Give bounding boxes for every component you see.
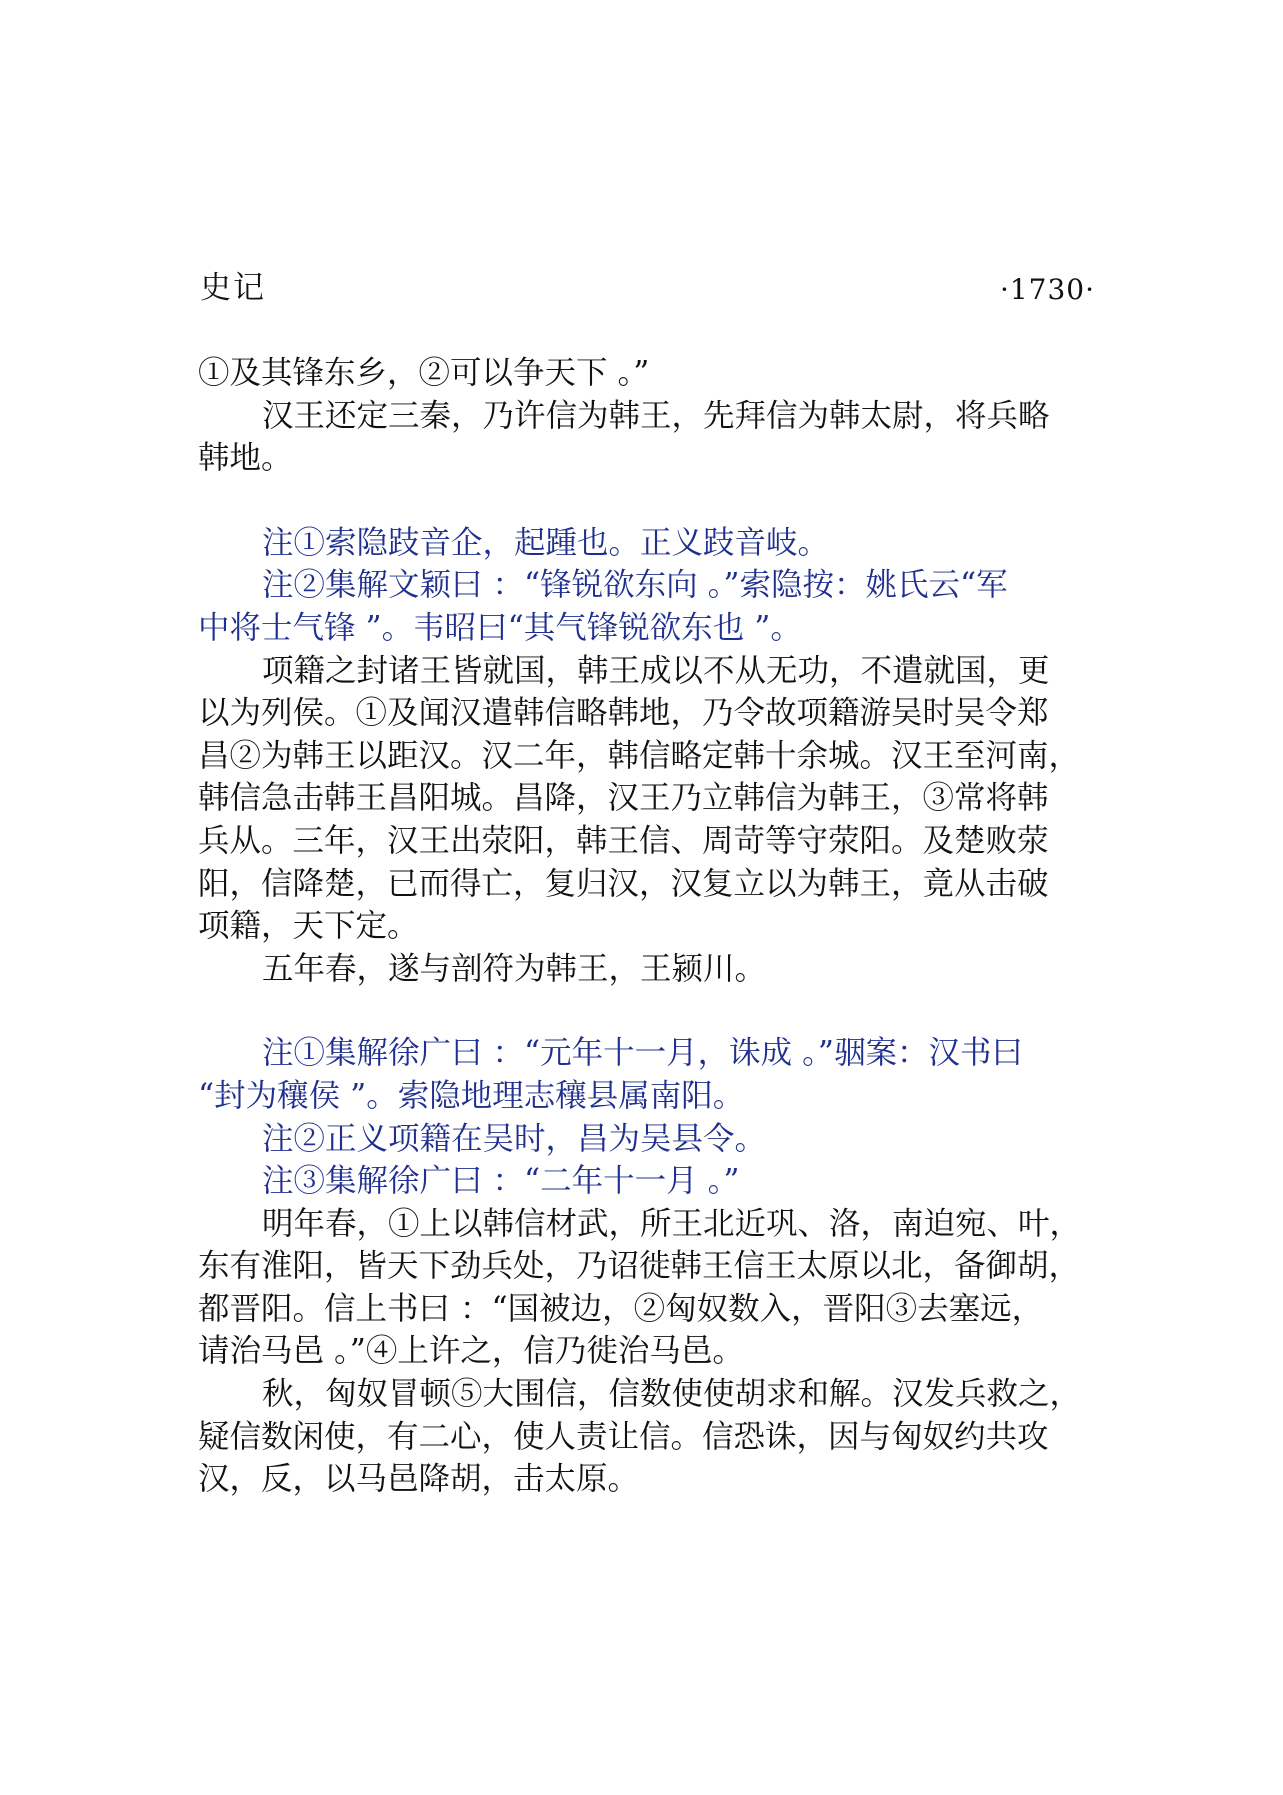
text-line: 韩地。 xyxy=(198,440,293,477)
text-line: 昌②为韩王以距汉。汉二年，韩信略定韩十余城。汉王至河南， xyxy=(198,737,1081,774)
annotation-line: 注③集解徐广曰 ：“二年十一月 。” xyxy=(262,1163,740,1200)
text-body xyxy=(198,352,1098,1501)
annotation-line: 注①索隐跂音企，起踵也。正义跂音岐。 xyxy=(262,524,830,561)
text-line: 明年春，①上以韩信材武，所王北近巩、洛，南迫宛、叶， xyxy=(262,1205,1082,1242)
text-line: 兵从。三年，汉王出荥阳，韩王信、周苛等守荥阳。及楚败荥 xyxy=(198,822,1049,859)
annotation-line: 中将士气锋 ”。韦昭曰“其气锋锐欲东也 ”。 xyxy=(198,609,802,646)
paragraph-gap xyxy=(198,480,1098,522)
text-line: 汉王还定三秦，乃许信为韩王，先拜信为韩太尉，将兵略 xyxy=(262,397,1050,434)
text-line: 汉，反，以马邑降胡，击太原。 xyxy=(198,1461,640,1498)
annotation-line: 注①集解徐广曰 ：“元年十一月，诛成 。”骃案：汉书曰 xyxy=(262,1035,1023,1072)
paragraph-gap xyxy=(198,990,1098,1032)
text-line: 以为列侯。①及闻汉遣韩信略韩地，乃令故项籍游吴时吴令郑 xyxy=(198,695,1049,732)
page-number: ·1730· xyxy=(999,273,1095,306)
text-line: 东有淮阳，皆天下劲兵处，乃诏徙韩王信王太原以北，备御胡， xyxy=(198,1248,1081,1285)
text-line: 项籍之封诸王皆就国，韩王成以不从无功，不遣就国，更 xyxy=(262,652,1050,689)
text-line: 阳，信降楚，已而得亡，复归汉，汉复立以为韩王，竟从击破 xyxy=(198,865,1049,902)
text-line: 秋，匈奴冒顿⑤大围信，信数使使胡求和解。汉发兵救之， xyxy=(262,1376,1082,1413)
text-line: ①及其锋东乡，②可以争天下 。” xyxy=(198,355,650,391)
annotation-line: 注②集解文颖曰 ：“锋锐欲东向 。”索隐按：姚氏云“军 xyxy=(262,567,1008,604)
book-title: 史记 xyxy=(200,270,266,306)
text-line: 请治马邑 。”④上许之，信乃徙治马邑。 xyxy=(198,1333,744,1370)
text-line: 项籍，天下定。 xyxy=(198,908,419,945)
text-line: 都晋阳。信上书曰 ：“国被边，②匈奴数入，晋阳③去塞远， xyxy=(198,1290,1044,1327)
text-line: 疑信数闲使，有二心，使人责让信。信恐诛，因与匈奴约共攻 xyxy=(198,1418,1049,1455)
text-line: 五年春，遂与剖符为韩王，王颍川。 xyxy=(262,950,767,987)
annotation-line: “封为穰侯 ”。索隐地理志穰县属南阳。 xyxy=(198,1077,745,1114)
annotation-line: 注②正义项籍在吴时，昌为吴县令。 xyxy=(262,1120,767,1157)
text-line: 韩信急击韩王昌阳城。昌降，汉王乃立韩信为韩王，③常将韩 xyxy=(198,780,1049,817)
